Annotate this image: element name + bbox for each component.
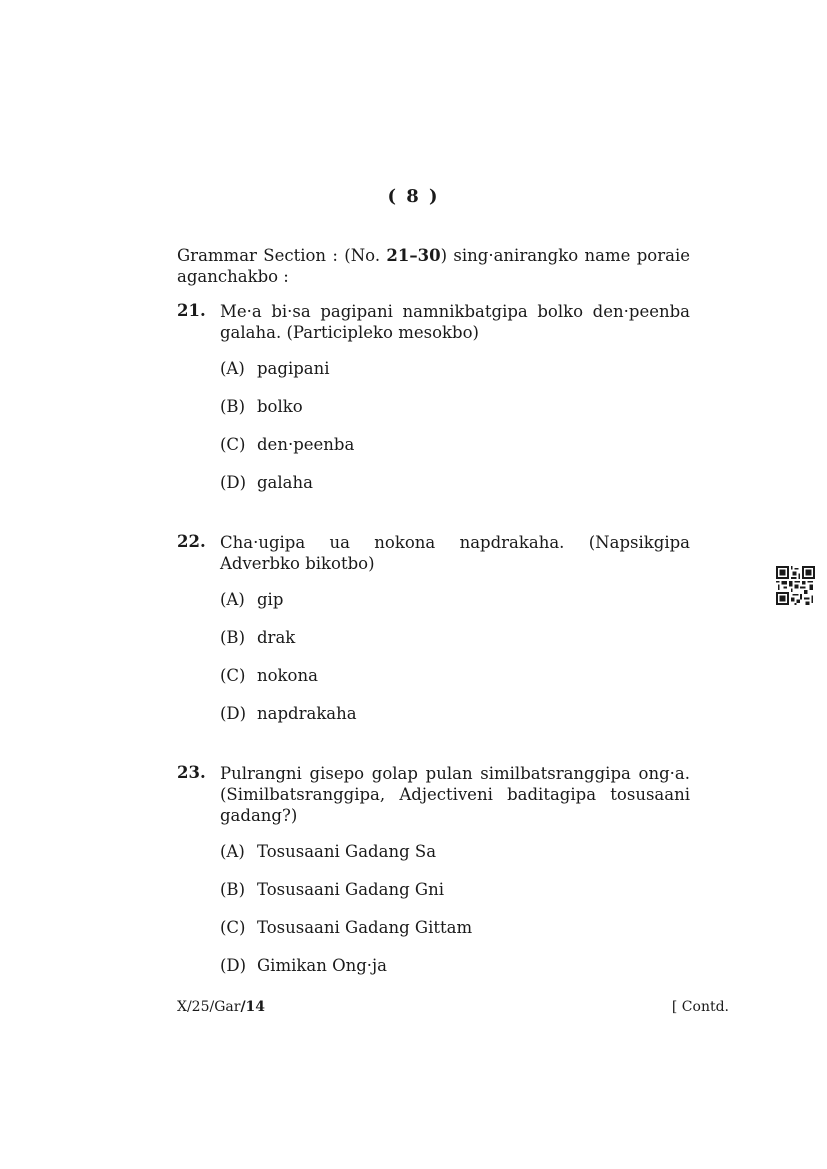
question-22 [177,532,690,724]
option-letter: (D) [220,956,247,975]
option-text: nokona [257,666,318,685]
option-b [220,879,690,900]
option-letter: (B) [220,628,245,647]
option-text: drak [257,628,296,647]
paper-code [177,999,265,1015]
option-text: napdrakaha [257,704,357,723]
option-text: gip [257,590,284,609]
option-c [220,434,690,455]
option-d [220,955,690,976]
option-letter: (D) [220,704,247,723]
question-text: Pulrangni gisepo golap pulan similbatsranggipa ong·a. (Similbatsranggipa, Adjectiveni baditagipa tosusaani gadang?) [220,764,690,825]
paper-code-prefix: X/25/Gar [177,999,241,1015]
option-c [220,917,690,938]
intro-prefix: Grammar Section : (No. [177,246,387,265]
option-letter: (B) [220,880,245,899]
paper-code-page: /14 [240,999,266,1015]
option-text: Tosusaani Gadang Sa [257,842,437,861]
option-letter: (D) [220,473,247,492]
question-text: Me·a bi·sa pagipani namnikbatgipa bolko den·peenba galaha. (Participleko mesokbo) [220,302,690,342]
question-text: Cha·ugipa ua nokona napdrakaha. (Napsikgipa Adverbko bikotbo) [220,533,690,573]
option-a [220,358,690,379]
grammar-section-instruction [177,245,690,287]
options-list [220,841,690,976]
option-letter: (C) [220,666,246,685]
options-list [220,589,690,724]
option-text: den·peenba [257,435,355,454]
question-23 [177,763,690,976]
option-letter: (C) [220,435,246,454]
option-a [220,589,690,610]
option-d [220,472,690,493]
option-text: pagipani [257,359,330,378]
option-letter: (A) [220,842,245,861]
option-letter: (B) [220,397,245,416]
question-number: 23. [177,763,206,782]
option-c [220,665,690,686]
option-letter: (A) [220,590,245,609]
intro-range: 21–30 [386,246,441,265]
option-text: Gimikan Ong·ja [257,956,388,975]
contd-label: [ Contd. [671,999,729,1015]
page-number: ( 8 ) [387,186,440,207]
option-letter: (C) [220,918,246,937]
qr-code-icon [776,566,815,605]
intro-suffix: ) sing·anirangko name poraie aganchakbo : [177,246,690,286]
option-b [220,627,690,648]
question-21 [177,301,690,493]
option-text: Tosusaani Gadang Gittam [257,918,473,937]
option-text: galaha [257,473,313,492]
question-number: 22. [177,532,206,551]
options-list [220,358,690,493]
option-d [220,703,690,724]
option-text: Tosusaani Gadang Gni [257,880,444,899]
question-number: 21. [177,301,206,320]
option-text: bolko [257,397,303,416]
option-b [220,396,690,417]
option-letter: (A) [220,359,245,378]
option-a [220,841,690,862]
